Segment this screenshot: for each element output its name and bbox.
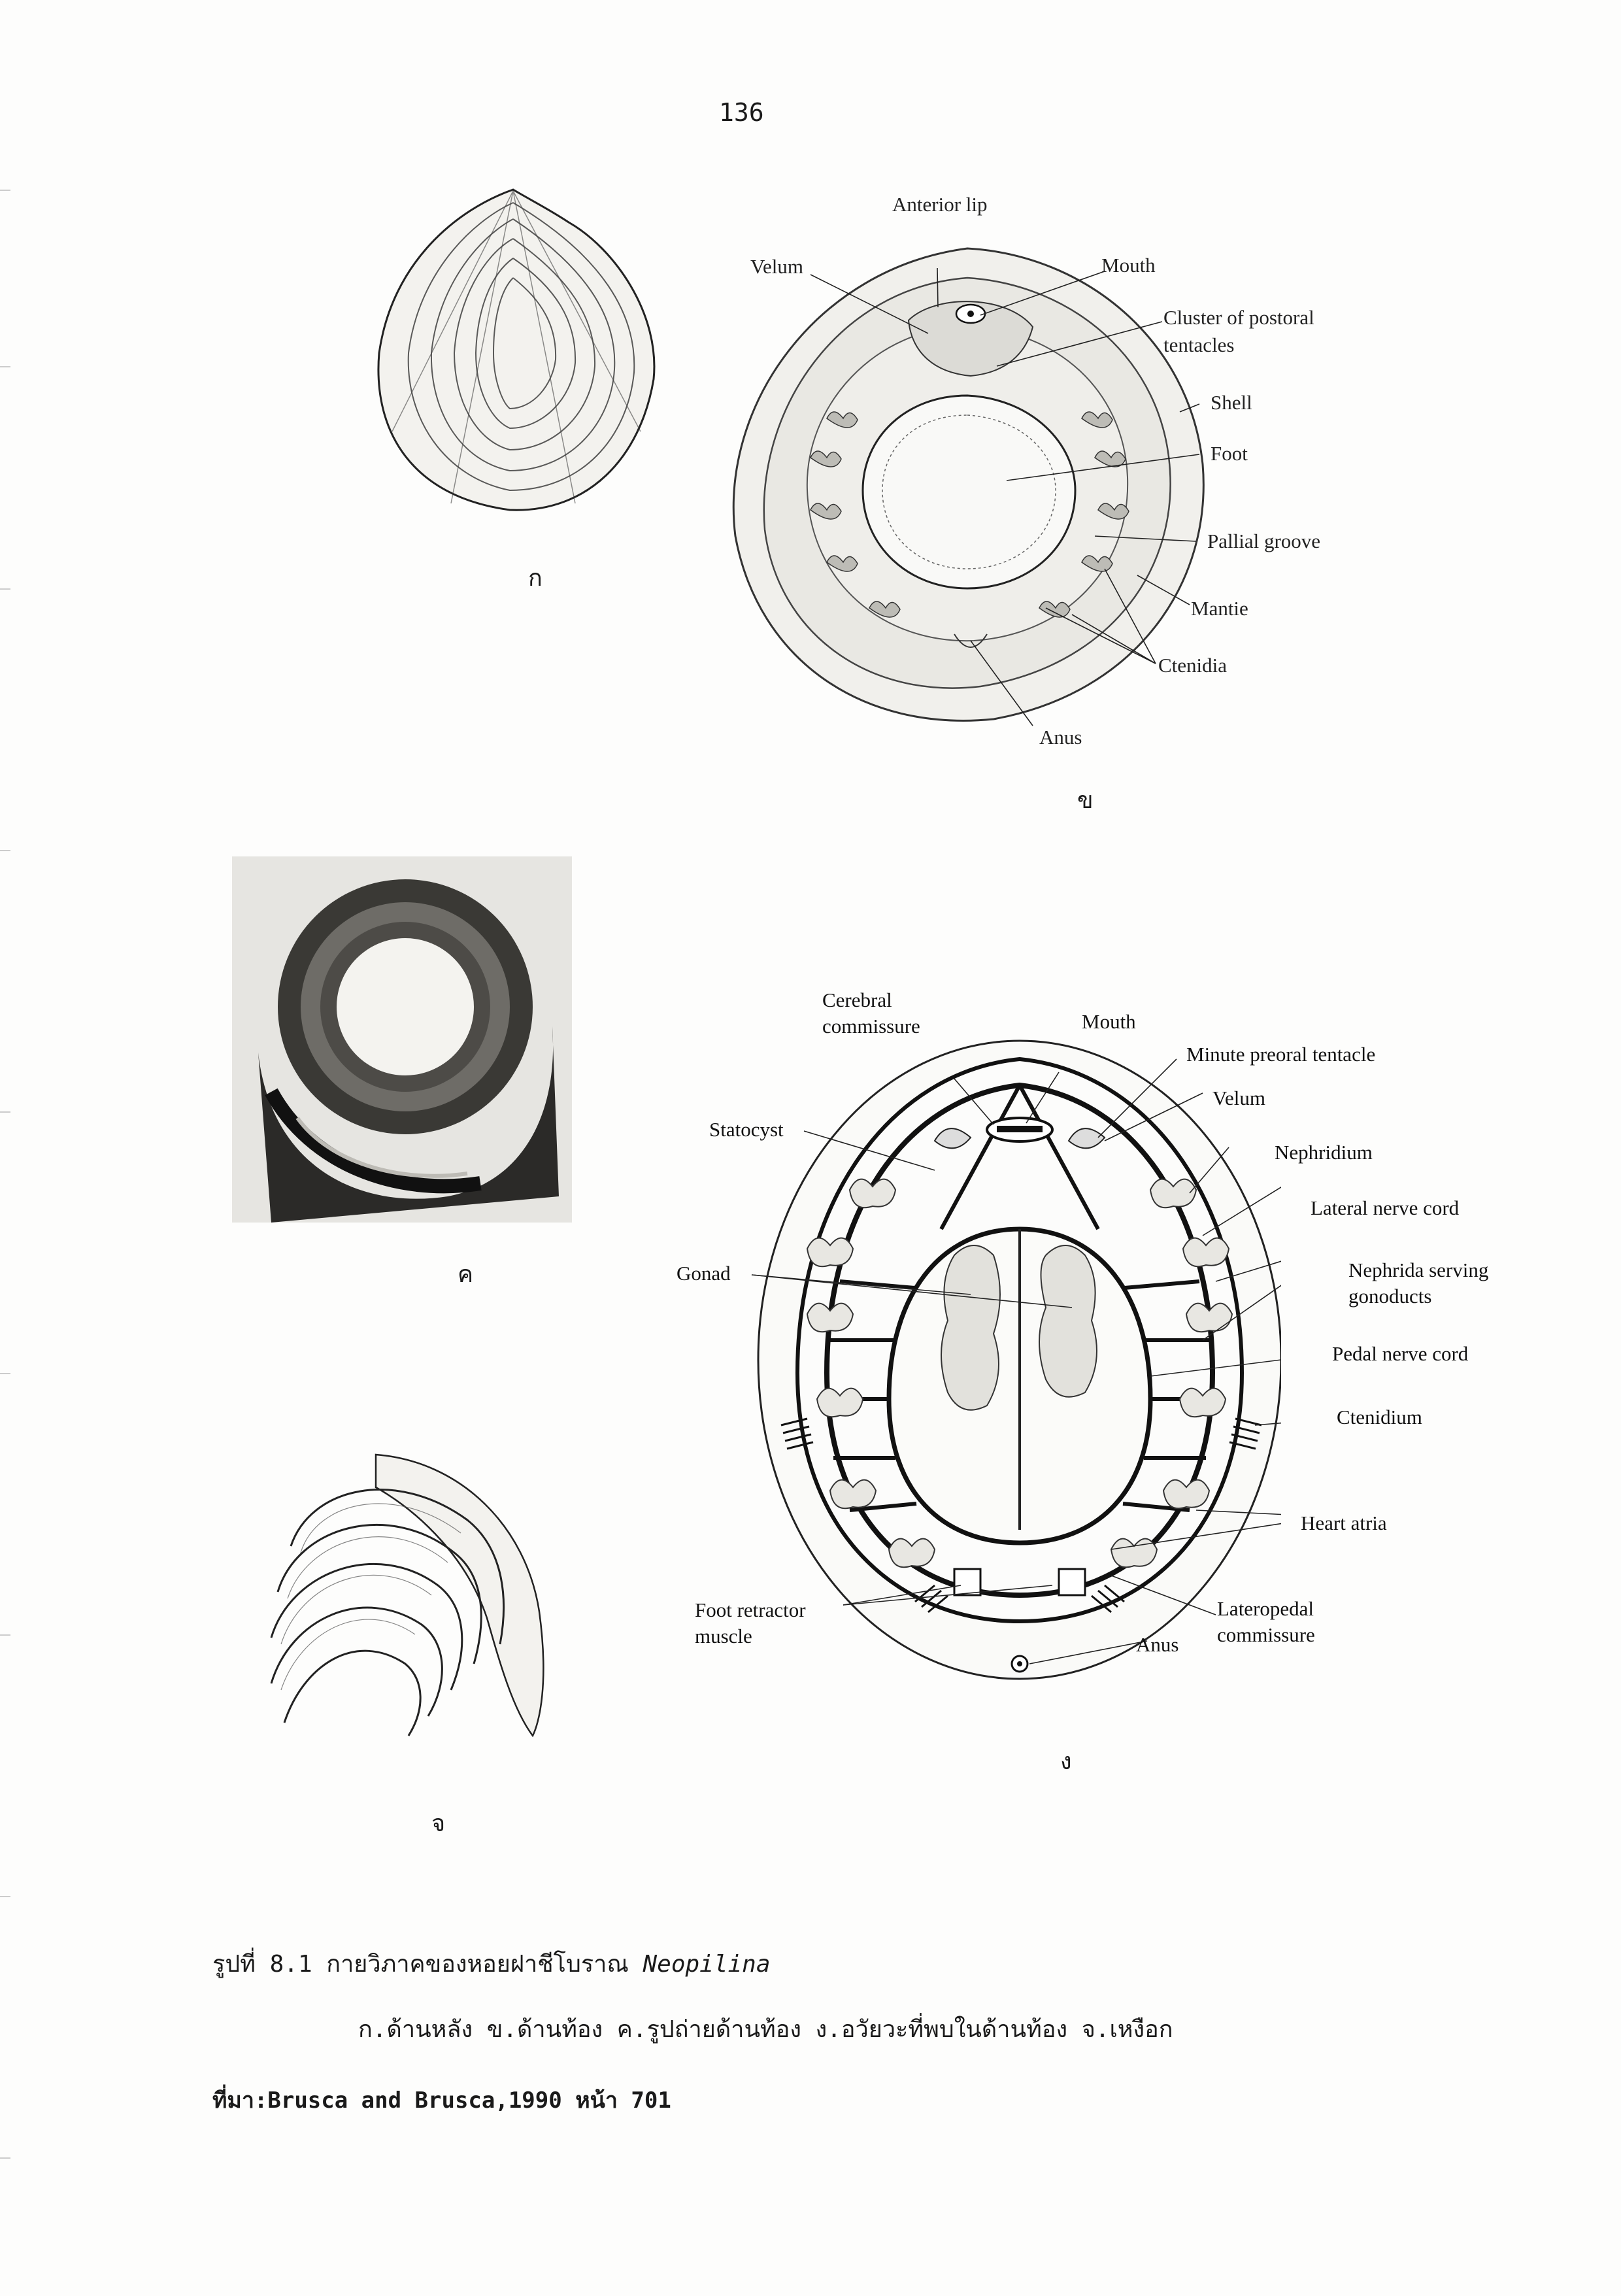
label-ctenidia: Ctenidia: [1158, 654, 1228, 677]
label-mantle: Mantie: [1191, 597, 1248, 620]
page-number: 136: [719, 98, 764, 127]
caption-title-prefix: รูปที่ 8.1 กายวิภาคของหอยฝาชีโบราณ: [212, 1951, 629, 1978]
label-mouth-d: Mouth: [1082, 1010, 1136, 1033]
caption-species: Neopilina: [643, 1951, 771, 1978]
figure-caption-panels: ก.ด้านหลัง ข.ด้านท้อง ค.รูปถ่ายด้านท้อง ง.อวัยวะที่พบในด้านท้อง จ.เหงือก: [358, 2016, 1173, 2043]
figure-d-ventral-organs: [745, 1033, 1281, 1693]
label-anus-d: Anus: [1136, 1633, 1179, 1656]
figure-c-photograph: [232, 856, 572, 1223]
label-mouth: Mouth: [1101, 254, 1156, 277]
figure-b-ventral-view: [719, 242, 1216, 732]
label-foot-retractor-1: Foot retractor: [695, 1598, 806, 1621]
label-minute-preoral: Minute preoral tentacle: [1186, 1043, 1376, 1066]
margin-tick: [0, 1111, 10, 1113]
label-lateral-nerve-cord: Lateral nerve cord: [1311, 1196, 1460, 1219]
label-gonad: Gonad: [677, 1262, 731, 1285]
figure-e-gill: [252, 1448, 565, 1749]
panel-label-a: ก: [528, 565, 543, 592]
figure-a-dorsal-shell: [353, 183, 680, 523]
label-cerebral-2: commissure: [822, 1015, 920, 1038]
margin-tick: [0, 850, 10, 851]
label-cluster-postoral-1: Cluster of postoral: [1163, 306, 1314, 329]
margin-tick: [0, 2157, 10, 2159]
label-lateropedal-2: commissure: [1217, 1623, 1315, 1646]
label-pallial-groove: Pallial groove: [1207, 530, 1321, 552]
figure-caption-source: ที่มา:Brusca and Brusca,1990 หน้า 701: [212, 2087, 671, 2114]
label-nephrida-serving-1: Nephrida serving: [1348, 1258, 1489, 1281]
label-cerebral-1: Cerebral: [822, 988, 892, 1011]
label-velum: Velum: [750, 255, 803, 278]
label-heart-atria: Heart atria: [1301, 1511, 1387, 1534]
label-statocyst: Statocyst: [709, 1118, 784, 1141]
label-shell: Shell: [1211, 391, 1252, 414]
panel-label-c: ค: [458, 1261, 474, 1288]
figure-caption-title: [212, 1945, 771, 1982]
label-nephrida-serving-2: gonoducts: [1348, 1285, 1432, 1308]
label-foot-retractor-2: muscle: [695, 1625, 752, 1647]
margin-tick: [0, 190, 10, 191]
panel-label-b: ข: [1077, 787, 1094, 814]
margin-tick: [0, 1373, 10, 1374]
label-anus: Anus: [1039, 726, 1082, 749]
margin-tick: [0, 366, 10, 367]
margin-tick: [0, 588, 10, 590]
label-anterior-lip: Anterior lip: [892, 193, 988, 216]
label-ctenidium: Ctenidium: [1337, 1406, 1422, 1428]
margin-tick: [0, 1634, 10, 1636]
label-lateropedal-1: Lateropedal: [1217, 1597, 1314, 1620]
panel-label-e: จ: [431, 1810, 446, 1837]
label-foot: Foot: [1211, 442, 1248, 465]
label-velum-d: Velum: [1212, 1087, 1265, 1109]
label-pedal-nerve-cord: Pedal nerve cord: [1332, 1342, 1469, 1365]
panel-label-d: ง: [1060, 1748, 1072, 1775]
label-nephridium: Nephridium: [1275, 1141, 1373, 1164]
margin-tick: [0, 1896, 10, 1897]
label-cluster-postoral-2: tentacles: [1163, 333, 1235, 356]
